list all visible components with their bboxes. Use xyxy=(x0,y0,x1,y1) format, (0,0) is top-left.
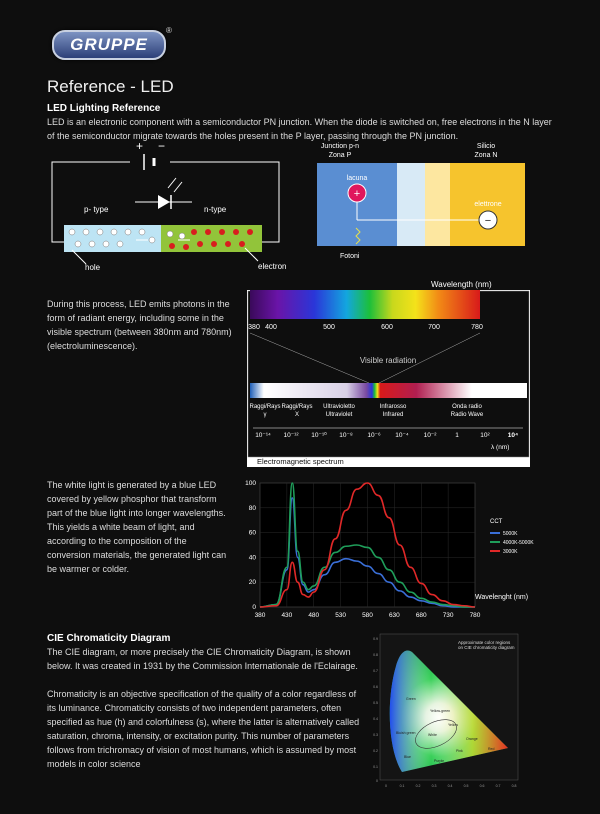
white-line-2: covered by yellow phosphor that transform xyxy=(47,494,217,504)
tick-600: 600 xyxy=(381,324,393,331)
x-tick-label: 530 xyxy=(335,612,347,619)
cie-line-8: models in color science xyxy=(47,759,141,769)
cie-x-5: 0.5 xyxy=(463,784,469,788)
x-axis-label: Wavelenght (nm) xyxy=(475,594,529,601)
cie-x-0: 0 xyxy=(385,784,387,788)
cie-line-7: follows from trichromacy of vision of most humans, which is assumed by most xyxy=(47,745,357,755)
cie-x-4: 0.4 xyxy=(447,784,453,788)
band-ir-1: Infrarosso xyxy=(379,404,407,410)
junction-label-1: Junction p-n xyxy=(320,143,360,150)
emission-line-4: (electroluminescence). xyxy=(47,341,138,351)
white-line-4: This yields a white beam of light, and xyxy=(47,522,195,532)
band-radio-1: Onda radio xyxy=(452,404,482,410)
spectrum-caption: Electromagnetic spectrum xyxy=(257,457,344,466)
y-tick-label: 80 xyxy=(248,504,256,512)
white-line-6: conversion materials, the generated light can xyxy=(47,550,227,560)
electron-label: electron xyxy=(258,262,287,271)
section-heading-led: LED Lighting Reference xyxy=(47,103,161,114)
led-intro-text xyxy=(47,115,577,143)
exp-2: 10⁻¹² xyxy=(283,432,299,439)
cie-x-2: 0.2 xyxy=(415,784,421,788)
cie-line-4: its luminance. Chromaticity consists of two independent parameters, often xyxy=(47,703,342,713)
brand-logo: GRUPPE xyxy=(52,30,166,60)
band-gamma-2: γ xyxy=(263,412,267,418)
p-type-label: p- type xyxy=(84,205,109,214)
x-tick-label: 430 xyxy=(281,612,293,619)
legend-title: CCT xyxy=(490,519,503,525)
silicio-label: Silicio xyxy=(476,143,496,150)
region-yellow: Yellow xyxy=(448,723,458,727)
cie-text xyxy=(47,645,367,771)
emission-line-2: form of radiant energy, including some in the xyxy=(47,313,224,323)
cie-caption-2: on CIE chromaticity diagram xyxy=(458,645,515,650)
band-uv-2: Ultraviolet xyxy=(325,412,353,418)
x-tick-label: 630 xyxy=(388,612,400,619)
tick-500: 500 xyxy=(323,324,335,331)
cie-line-6: saturation, chroma, intensity, or excitation purity. This number of parameters xyxy=(47,731,350,741)
band-radio-2: Radio Wave xyxy=(450,412,484,418)
region-purple: Purple xyxy=(434,759,445,763)
intro-line-1: LED is an electronic component with a semiconductor PN junction. When the diode is switched on, free electrons in the N layer xyxy=(47,117,552,127)
exp-3: 10⁻¹⁰ xyxy=(311,432,327,439)
white-line-5: according to the composition of the xyxy=(47,536,187,546)
exp-6: 10⁻⁴ xyxy=(395,432,409,439)
region-pink: Pink xyxy=(456,749,463,753)
band-xray-1: Raggi/Rays xyxy=(281,404,313,410)
exp-10: 10⁴ xyxy=(507,432,519,439)
band-xray-2: X xyxy=(294,412,300,418)
legend-label: 4000K-5000K xyxy=(503,540,534,546)
white-light-text xyxy=(47,478,242,576)
exp-8: 1 xyxy=(455,432,459,439)
cie-caption-1: Approximate color regions xyxy=(458,640,511,645)
tick-400: 400 xyxy=(265,324,277,331)
hole-charge: + xyxy=(353,188,361,200)
cie-y-0: 0.9 xyxy=(373,637,378,641)
cie-y-9: 0 xyxy=(376,779,378,783)
y-tick-label: 20 xyxy=(248,579,256,587)
x-tick-label: 580 xyxy=(362,612,373,619)
photon-emission-text xyxy=(47,297,247,353)
white-line-7: be warmer or colder. xyxy=(47,564,130,574)
cie-y-4: 0.5 xyxy=(373,701,378,705)
exp-7: 10⁻² xyxy=(423,432,437,439)
cie-y-3: 0.6 xyxy=(373,685,378,689)
tick-700: 700 xyxy=(428,324,440,331)
x-tick-label: 480 xyxy=(308,612,320,619)
band-gamma-1: Raggi/Rays xyxy=(249,404,281,410)
exp-9: 10² xyxy=(480,432,490,439)
region-yellow-green: Yellow-green xyxy=(430,709,451,713)
cie-line-1: The CIE diagram, or more precisely the CIE Chromaticity Diagram, is shown xyxy=(47,647,351,657)
cie-x-6: 0.6 xyxy=(479,784,485,788)
x-tick-label: 380 xyxy=(254,612,266,619)
cie-line-3: Chromaticity is an objective specification of the quality of a color regardless of xyxy=(47,689,357,699)
lacuna-label: lacuna xyxy=(346,175,368,182)
cie-chromaticity-diagram xyxy=(370,630,522,792)
page-title: Reference - LED xyxy=(47,77,174,96)
exp-5: 10⁻⁶ xyxy=(367,432,381,439)
emission-line-1: During this process, LED emits photons in the xyxy=(47,299,230,309)
legend-label: 5000K xyxy=(503,531,518,537)
electromagnetic-spectrum xyxy=(247,275,530,467)
zona-n-label: Zona N xyxy=(474,152,498,159)
region-blue: Blue xyxy=(404,755,412,759)
exp-1: 10⁻¹⁴ xyxy=(255,432,271,439)
cie-x-1: 0.1 xyxy=(399,784,405,788)
cie-line-2: below. It was created in 1931 by the Commission Internationale de l'Eclairage. xyxy=(47,661,358,671)
pn-junction-diagram xyxy=(300,140,530,275)
cie-y-2: 0.7 xyxy=(373,669,378,673)
white-line-3: part of the blue light into longer wavelengths. xyxy=(47,508,226,518)
cie-x-3: 0.3 xyxy=(431,784,437,788)
diode-icon xyxy=(158,195,170,209)
y-tick-label: 100 xyxy=(245,480,256,487)
y-tick-label: 0 xyxy=(252,604,256,611)
region-red: Red xyxy=(488,747,495,751)
n-type-label: n-type xyxy=(204,205,227,214)
x-tick-label: 680 xyxy=(415,612,427,619)
cie-y-7: 0.2 xyxy=(373,749,378,753)
y-tick-label: 60 xyxy=(248,529,256,537)
pn-circuit-diagram xyxy=(40,140,300,275)
wavelength-label: Wavelength (nm) xyxy=(431,280,492,289)
region-white: White xyxy=(428,733,437,737)
cie-x-8: 0.8 xyxy=(511,784,517,788)
exp-4: 10⁻⁸ xyxy=(339,432,353,439)
junction-label-2: Zona P xyxy=(328,152,352,159)
visible-spectrum-bar xyxy=(250,290,480,319)
cie-y-6: 0.3 xyxy=(373,733,378,737)
fotoni-label: Fotoni xyxy=(340,253,360,260)
region-green: Green xyxy=(406,697,416,701)
tick-380: 380 xyxy=(248,324,260,331)
em-spectrum-bar xyxy=(250,383,527,398)
legend-label: 3000K xyxy=(503,549,518,555)
white-line-1: The white light is generated by a blue LED xyxy=(47,480,217,490)
x-tick-label: 780 xyxy=(469,612,481,619)
cie-y-5: 0.4 xyxy=(373,717,378,721)
section-heading-cie: CIE Chromaticity Diagram xyxy=(47,633,171,644)
region-bluish-green: Bluish green xyxy=(396,731,416,735)
battery-plus: + xyxy=(136,140,144,153)
registered-mark: ® xyxy=(166,26,172,35)
intro-line-2: of the semiconductor migrate towards the holes present in the P layer, passing through the PN junction. xyxy=(47,131,459,141)
cie-line-5: specified as hue (h) and colorfulness (s), where the latter is alternatively called xyxy=(47,717,360,727)
band-ir-2: Infrared xyxy=(382,412,404,418)
region-orange: Orange xyxy=(466,737,478,741)
cie-y-1: 0.8 xyxy=(373,653,378,657)
band-uv-1: Ultravioletto xyxy=(323,404,355,410)
cie-x-7: 0.7 xyxy=(495,784,501,788)
led-spectral-chart xyxy=(237,475,537,623)
tick-780: 780 xyxy=(471,324,483,331)
emission-line-3: visible spectrum (between 380nm and 780nm) xyxy=(47,327,232,337)
y-tick-label: 40 xyxy=(248,554,256,562)
battery-minus: − xyxy=(158,140,166,153)
elettrone-label: elettrone xyxy=(474,201,502,208)
electron-charge: − xyxy=(484,215,492,227)
x-tick-label: 730 xyxy=(442,612,454,619)
hole-label: hole xyxy=(85,263,101,272)
visible-radiation-label: Visible radiation xyxy=(359,356,417,365)
cie-y-8: 0.1 xyxy=(373,765,378,769)
lambda-unit: λ (nm) xyxy=(491,444,510,451)
